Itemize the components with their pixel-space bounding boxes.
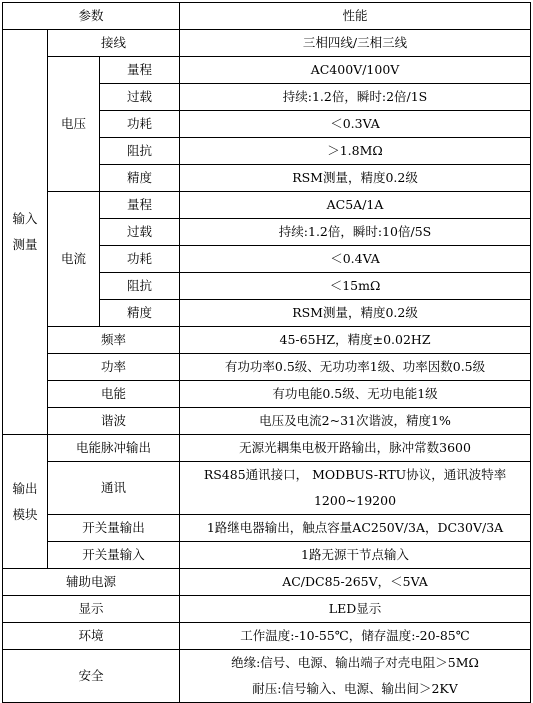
row-value-safety — [180, 650, 531, 703]
row-name-aux-power: 辅助电源 — [3, 569, 180, 596]
table-row — [3, 354, 531, 381]
row-name: 精度 — [100, 300, 180, 327]
row-name-pulse: 电能脉冲输出 — [48, 435, 180, 462]
row-value-wiring: 三相四线/三相三线 — [180, 30, 531, 57]
section-input-measure — [3, 30, 48, 435]
row-value-harmonic: 电压及电流2~31次谐波，精度1% — [180, 408, 531, 435]
row-value-pulse: 无源光耦集电极开路输出，脉冲常数3600 — [180, 435, 531, 462]
row-value: 持续:1.2倍，瞬时:2倍/1S — [180, 84, 531, 111]
row-value: RSM测量，精度0.2级 — [180, 300, 531, 327]
row-value: ＞1.8MΩ — [180, 138, 531, 165]
row-value-frequency: 45-65HZ，精度±0.02HZ — [180, 327, 531, 354]
row-value-aux-power: AC/DC85-265V，＜5VA — [180, 569, 531, 596]
section-output-label-1: 输出 — [12, 480, 38, 496]
row-value-comm — [180, 462, 531, 515]
row-value: ＜0.3VA — [180, 111, 531, 138]
row-name: 量程 — [100, 57, 180, 84]
row-name: 功耗 — [100, 246, 180, 273]
table-row — [3, 462, 531, 515]
row-value: AC400V/100V — [180, 57, 531, 84]
table-row — [3, 569, 531, 596]
table-row — [3, 650, 531, 703]
row-name: 阻抗 — [100, 138, 180, 165]
row-value: ＜0.4VA — [180, 246, 531, 273]
row-name-switch-in: 开关量输入 — [48, 542, 180, 569]
row-name: 精度 — [100, 165, 180, 192]
section-input-label-1: 输入 — [12, 211, 38, 226]
row-name-harmonic: 谐波 — [48, 408, 180, 435]
table-row — [3, 435, 531, 462]
table-row — [3, 408, 531, 435]
row-name-frequency: 频率 — [48, 327, 180, 354]
row-value: RSM测量，精度0.2级 — [180, 165, 531, 192]
row-value-power: 有功功率0.5级、无功功率1级、功率因数0.5级 — [180, 354, 531, 381]
row-name-display: 显示 — [3, 596, 180, 623]
group-current: 电流 — [48, 192, 100, 327]
section-output-module — [3, 435, 48, 569]
table-row — [3, 30, 531, 57]
row-value: ＜15mΩ — [180, 273, 531, 300]
row-value: 持续:1.2倍，瞬时:10倍/5S — [180, 219, 531, 246]
header-param: 参数 — [3, 3, 180, 30]
table-row — [3, 542, 531, 569]
header-perf: 性能 — [180, 3, 531, 30]
spec-table — [2, 2, 531, 703]
row-name: 量程 — [100, 192, 180, 219]
comm-value-line-1: RS485通讯接口， MODBUS-RTU协议，通讯波特率 — [203, 467, 507, 482]
row-name-safety: 安全 — [3, 650, 180, 703]
comm-value-line-2: 1200~19200 — [313, 493, 397, 508]
row-value: AC5A/1A — [180, 192, 531, 219]
row-name-switch-out: 开关量输出 — [48, 515, 180, 542]
row-value-switch-out: 1路继电器输出，触点容量AC250V/3A，DC30V/3A — [180, 515, 531, 542]
table-row — [3, 623, 531, 650]
row-value-display: LED显示 — [180, 596, 531, 623]
table-row — [3, 57, 531, 84]
section-input-label-2: 测量 — [12, 237, 38, 252]
row-name-wiring: 接线 — [48, 30, 180, 57]
group-voltage: 电压 — [48, 57, 100, 192]
row-name-comm: 通讯 — [48, 462, 180, 515]
row-value-environment: 工作温度:-10-55℃，储存温度:-20-85℃ — [180, 623, 531, 650]
row-value-energy: 有功电能0.5级、无功电能1级 — [180, 381, 531, 408]
table-row — [3, 381, 531, 408]
safety-value-line-1: 绝缘:信号、电源、输出端子对壳电阻＞5MΩ — [231, 655, 479, 670]
row-name: 过载 — [100, 84, 180, 111]
row-name-power: 功率 — [48, 354, 180, 381]
table-row — [3, 515, 531, 542]
safety-value-line-2: 耐压:信号输入、电源、输出间＞2KV — [252, 681, 458, 696]
row-name: 功耗 — [100, 111, 180, 138]
table-row — [3, 596, 531, 623]
row-name: 过载 — [100, 219, 180, 246]
row-value-switch-in: 1路无源干节点输入 — [180, 542, 531, 569]
section-output-label-2: 模块 — [12, 506, 38, 522]
table-header-row — [3, 3, 531, 30]
table-row — [3, 327, 531, 354]
row-name: 阻抗 — [100, 273, 180, 300]
table-row — [3, 192, 531, 219]
row-name-energy: 电能 — [48, 381, 180, 408]
row-name-environment: 环境 — [3, 623, 180, 650]
